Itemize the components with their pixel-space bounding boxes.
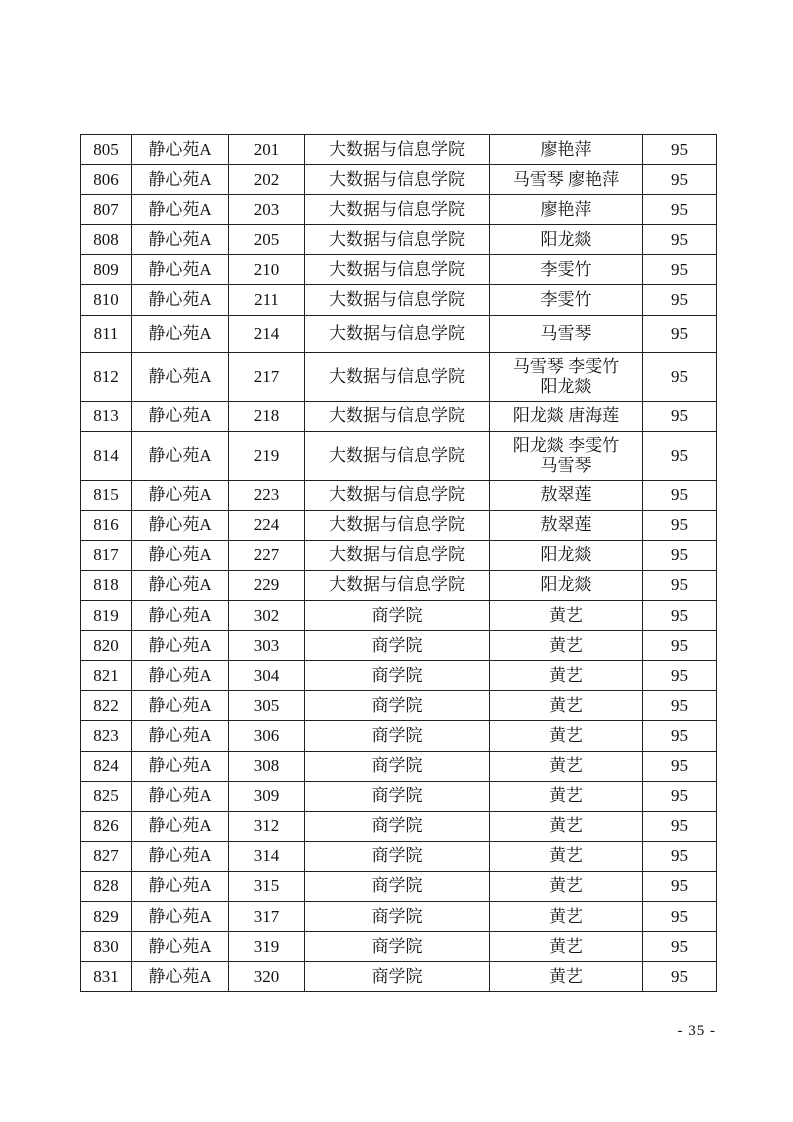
cell-staff: 马雪琴 廖艳萍 [490,165,643,195]
cell-college: 商学院 [305,631,490,661]
cell-building: 静心苑A [132,962,229,992]
staff-line: 马雪琴 李雯竹 [512,356,620,376]
cell-number: 829 [81,901,132,931]
cell-room: 202 [229,165,305,195]
staff-line: 阳龙燚 李雯竹 [512,435,620,455]
cell-building: 静心苑A [132,540,229,570]
cell-building: 静心苑A [132,285,229,315]
cell-score: 95 [643,570,717,600]
cell-score: 95 [643,962,717,992]
cell-room: 305 [229,691,305,721]
cell-score: 95 [643,255,717,285]
cell-number: 816 [81,510,132,540]
cell-building: 静心苑A [132,510,229,540]
cell-building: 静心苑A [132,932,229,962]
cell-staff: 黄艺 [490,661,643,691]
cell-room: 201 [229,135,305,165]
cell-staff: 马雪琴 [490,315,643,352]
cell-building: 静心苑A [132,901,229,931]
cell-room: 308 [229,751,305,781]
cell-room: 312 [229,811,305,841]
cell-college: 商学院 [305,751,490,781]
table-row [81,480,717,510]
table-row [81,601,717,631]
cell-number: 818 [81,570,132,600]
cell-college: 商学院 [305,721,490,751]
cell-building: 静心苑A [132,601,229,631]
cell-college: 大数据与信息学院 [305,315,490,352]
cell-college: 大数据与信息学院 [305,510,490,540]
cell-staff: 黄艺 [490,691,643,721]
cell-college: 大数据与信息学院 [305,540,490,570]
cell-number: 810 [81,285,132,315]
cell-room: 217 [229,352,305,401]
cell-room: 219 [229,431,305,480]
cell-college: 商学院 [305,781,490,811]
table-row [81,901,717,931]
table-row [81,285,717,315]
cell-score: 95 [643,225,717,255]
cell-room: 224 [229,510,305,540]
cell-number: 814 [81,431,132,480]
table-row [81,811,717,841]
cell-college: 大数据与信息学院 [305,570,490,600]
cell-number: 811 [81,315,132,352]
cell-score: 95 [643,195,717,225]
cell-college: 大数据与信息学院 [305,285,490,315]
cell-score: 95 [643,480,717,510]
cell-staff: 敖翠莲 [490,510,643,540]
cell-room: 319 [229,932,305,962]
cell-number: 809 [81,255,132,285]
cell-room: 320 [229,962,305,992]
table-row [81,195,717,225]
cell-college: 大数据与信息学院 [305,195,490,225]
cell-building: 静心苑A [132,811,229,841]
cell-number: 822 [81,691,132,721]
cell-score: 95 [643,510,717,540]
cell-room: 223 [229,480,305,510]
cell-score: 95 [643,431,717,480]
cell-score: 95 [643,841,717,871]
cell-number: 825 [81,781,132,811]
table-row [81,255,717,285]
cell-staff: 黄艺 [490,841,643,871]
cell-score: 95 [643,631,717,661]
cell-college: 大数据与信息学院 [305,135,490,165]
cell-college: 大数据与信息学院 [305,431,490,480]
cell-staff: 黄艺 [490,631,643,661]
cell-score: 95 [643,135,717,165]
cell-number: 813 [81,401,132,431]
cell-college: 商学院 [305,841,490,871]
cell-staff: 黄艺 [490,901,643,931]
cell-staff: 黄艺 [490,601,643,631]
cell-college: 大数据与信息学院 [305,165,490,195]
cell-college: 商学院 [305,691,490,721]
table-row [81,661,717,691]
cell-staff: 黄艺 [490,962,643,992]
cell-score: 95 [643,781,717,811]
cell-score: 95 [643,401,717,431]
table-row [81,570,717,600]
cell-building: 静心苑A [132,841,229,871]
cell-college: 商学院 [305,901,490,931]
cell-college: 大数据与信息学院 [305,401,490,431]
table-row [81,932,717,962]
cell-staff: 阳龙燚 [490,570,643,600]
cell-score: 95 [643,691,717,721]
cell-room: 315 [229,871,305,901]
cell-room: 205 [229,225,305,255]
cell-score: 95 [643,165,717,195]
cell-room: 306 [229,721,305,751]
cell-room: 210 [229,255,305,285]
cell-score: 95 [643,661,717,691]
cell-room: 302 [229,601,305,631]
cell-staff: 黄艺 [490,811,643,841]
cell-score: 95 [643,932,717,962]
cell-building: 静心苑A [132,631,229,661]
cell-staff [490,352,643,401]
cell-number: 821 [81,661,132,691]
cell-building: 静心苑A [132,135,229,165]
cell-room: 229 [229,570,305,600]
cell-building: 静心苑A [132,661,229,691]
cell-number: 820 [81,631,132,661]
cell-score: 95 [643,721,717,751]
cell-score: 95 [643,285,717,315]
table-row [81,962,717,992]
cell-staff: 李雯竹 [490,255,643,285]
cell-number: 828 [81,871,132,901]
cell-room: 227 [229,540,305,570]
table-row [81,540,717,570]
cell-staff: 廖艳萍 [490,195,643,225]
cell-score: 95 [643,901,717,931]
cell-staff: 阳龙燚 [490,540,643,570]
cell-staff: 李雯竹 [490,285,643,315]
cell-college: 商学院 [305,661,490,691]
cell-staff: 黄艺 [490,871,643,901]
cell-score: 95 [643,601,717,631]
cell-staff: 黄艺 [490,932,643,962]
cell-staff [490,431,643,480]
cell-building: 静心苑A [132,691,229,721]
table-row [81,165,717,195]
cell-room: 314 [229,841,305,871]
table-row [81,871,717,901]
table-row [81,751,717,781]
cell-number: 812 [81,352,132,401]
cell-building: 静心苑A [132,225,229,255]
cell-number: 826 [81,811,132,841]
table-row [81,631,717,661]
cell-staff: 黄艺 [490,721,643,751]
cell-room: 303 [229,631,305,661]
cell-building: 静心苑A [132,871,229,901]
table-row [81,315,717,352]
cell-room: 203 [229,195,305,225]
cell-college: 商学院 [305,871,490,901]
cell-building: 静心苑A [132,165,229,195]
cell-staff: 廖艳萍 [490,135,643,165]
cell-college: 商学院 [305,601,490,631]
cell-building: 静心苑A [132,401,229,431]
table-row [81,841,717,871]
cell-number: 819 [81,601,132,631]
cell-room: 218 [229,401,305,431]
cell-score: 95 [643,871,717,901]
cell-number: 808 [81,225,132,255]
table-row [81,721,717,751]
table-row [81,352,717,401]
table-body [81,135,717,992]
staff-line: 阳龙燚 [540,376,592,396]
cell-building: 静心苑A [132,751,229,781]
cell-building: 静心苑A [132,431,229,480]
cell-number: 830 [81,932,132,962]
cell-number: 807 [81,195,132,225]
table-row [81,691,717,721]
cell-room: 211 [229,285,305,315]
cell-score: 95 [643,811,717,841]
cell-room: 214 [229,315,305,352]
cell-college: 大数据与信息学院 [305,480,490,510]
cell-staff: 阳龙燚 [490,225,643,255]
cell-staff: 黄艺 [490,751,643,781]
cell-score: 95 [643,751,717,781]
cell-score: 95 [643,315,717,352]
cell-score: 95 [643,540,717,570]
cell-college: 商学院 [305,962,490,992]
cell-college: 大数据与信息学院 [305,225,490,255]
staff-line: 马雪琴 [540,455,592,475]
cell-building: 静心苑A [132,480,229,510]
page-number: - 35 - [677,1023,716,1039]
cell-building: 静心苑A [132,570,229,600]
cell-number: 823 [81,721,132,751]
cell-building: 静心苑A [132,721,229,751]
table-row [81,135,717,165]
cell-building: 静心苑A [132,195,229,225]
cell-building: 静心苑A [132,315,229,352]
cell-number: 806 [81,165,132,195]
cell-score: 95 [643,352,717,401]
cell-college: 商学院 [305,811,490,841]
cell-staff: 阳龙燚 唐海莲 [490,401,643,431]
cell-number: 831 [81,962,132,992]
cell-room: 309 [229,781,305,811]
table-row [81,510,717,540]
table-row [81,401,717,431]
cell-building: 静心苑A [132,255,229,285]
cell-number: 805 [81,135,132,165]
cell-college: 大数据与信息学院 [305,352,490,401]
cell-room: 304 [229,661,305,691]
cell-number: 817 [81,540,132,570]
cell-number: 824 [81,751,132,781]
cell-college: 商学院 [305,932,490,962]
table-row [81,225,717,255]
cell-number: 827 [81,841,132,871]
dormitory-score-table [80,134,717,992]
cell-building: 静心苑A [132,781,229,811]
cell-room: 317 [229,901,305,931]
table-row [81,781,717,811]
cell-college: 大数据与信息学院 [305,255,490,285]
cell-number: 815 [81,480,132,510]
cell-staff: 敖翠莲 [490,480,643,510]
cell-building: 静心苑A [132,352,229,401]
table-row [81,431,717,480]
cell-staff: 黄艺 [490,781,643,811]
